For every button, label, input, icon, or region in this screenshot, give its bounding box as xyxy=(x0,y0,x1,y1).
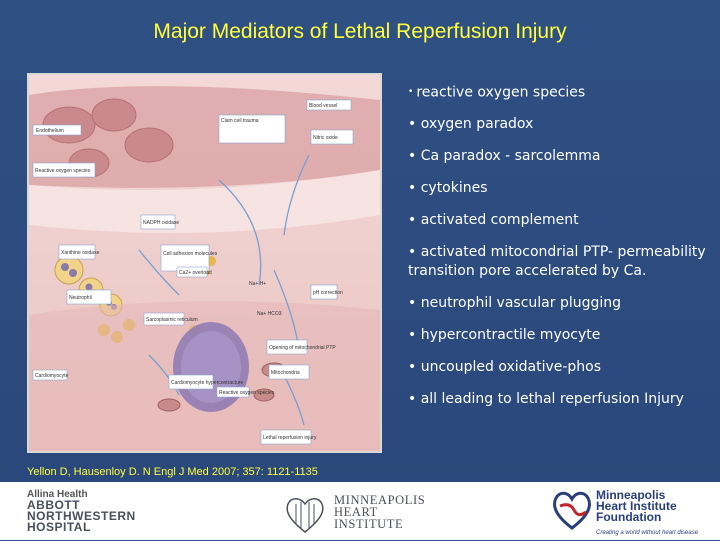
label-ros-box: Reactive oxygen species xyxy=(219,390,275,396)
label-ph: pH correction xyxy=(313,290,343,296)
reperfusion-injury-illustration xyxy=(27,73,382,453)
list-item: • neutrophil vascular plugging xyxy=(408,294,622,311)
label-myocyte: Cardiomyocyte xyxy=(35,373,69,379)
mediator-list xyxy=(408,83,713,422)
list-item: • cytokines xyxy=(408,179,488,196)
mhif-line1: Minneapolis xyxy=(596,488,666,502)
list-item: • hypercontractile myocyte xyxy=(408,326,601,343)
foundation-heart-icon xyxy=(550,488,594,532)
label-nadph: NADPH oxidase xyxy=(143,220,180,226)
mhi-line2: HEART xyxy=(334,505,378,519)
list-item: • oxygen paradox xyxy=(408,115,534,132)
label-nitric: Nitric oxide xyxy=(313,135,338,141)
mhif-line2: Heart Institute xyxy=(596,499,677,513)
citation: Yellon D, Hausenloy D. N Engl J Med 2007; 357: 1121-1135 xyxy=(27,466,318,478)
label-ros-top: Reactive oxygen species xyxy=(35,168,91,174)
label-complement: Clam cell trauma xyxy=(221,118,259,124)
label-lethal: Lethal reperfusion injury xyxy=(263,435,317,441)
label-sarco: Sarcoplasmic reticulum xyxy=(146,317,198,323)
minneapolis-heart-institute-foundation-logo xyxy=(550,488,715,538)
list-item: • activated complement xyxy=(408,211,579,228)
heart-icon xyxy=(282,492,328,536)
slide-title: Major Mediators of Lethal Reperfusion Injury xyxy=(153,20,567,43)
list-item: • activated mitocondrial PTP- permeability transition pore accelerated by Ca. xyxy=(408,243,706,279)
list-item: • uncoupled oxidative-phos xyxy=(408,358,602,375)
minneapolis-heart-institute-logo xyxy=(282,492,426,536)
abbott-line1: ABBOTT xyxy=(27,498,80,512)
list-item: • all leading to lethal reperfusion Injury xyxy=(408,390,684,407)
label-neutrophil: Neutrophil xyxy=(69,295,92,301)
allina-abbott-logo xyxy=(27,489,136,533)
label-ca-overload: Ca2+ overload xyxy=(179,270,212,276)
label-endothelium: Endothelium xyxy=(36,128,64,134)
list-item: • Ca paradox - sarcolemma xyxy=(408,147,601,164)
label-mptp: Opening of mitochondrial PTP xyxy=(269,345,336,351)
mhi-line1: MINNEAPOLIS xyxy=(334,493,426,507)
label-blood-vessel: Blood vessel xyxy=(309,103,338,109)
label-na-h: Na+ H+ xyxy=(249,281,267,287)
abbott-line2: NORTHWESTERN xyxy=(27,509,136,523)
list-item-text: reactive oxygen species xyxy=(416,84,586,101)
bullet-marker: • xyxy=(408,87,414,97)
mhif-line3: Foundation xyxy=(596,510,662,524)
abbott-line3: HOSPITAL xyxy=(27,520,91,534)
label-na-hco3: Na+ HCO3 xyxy=(257,311,282,317)
label-hyper: Cardiomyocyte hypercontracture xyxy=(171,380,244,386)
mhi-line3: INSTITUTE xyxy=(334,517,404,531)
label-xanthine: Xanthine oxidase xyxy=(61,250,100,256)
allina-brand: Allina Health xyxy=(27,489,88,500)
list-item xyxy=(408,83,713,103)
label-cell-adhesion: Cell adhesion molecules xyxy=(163,251,218,257)
mhif-tagline: Creating a world without heart disease xyxy=(596,530,699,536)
label-mito: Mitochondria xyxy=(271,370,300,376)
